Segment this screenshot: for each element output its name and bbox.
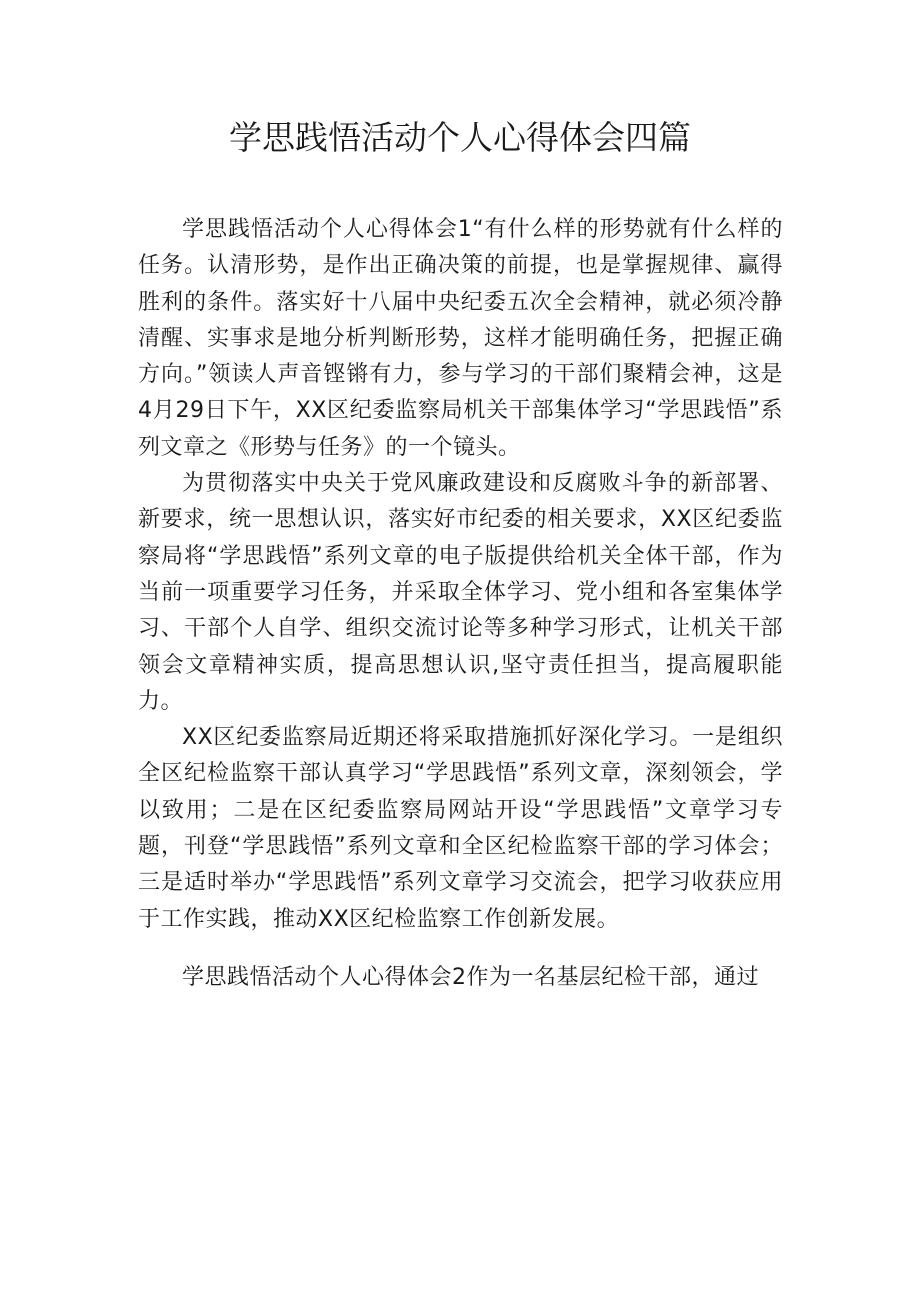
paragraph-2: 为贯彻落实中央关于党风廉政建设和反腐败斗争的新部署、新要求，统一思想认识，落实好市纪委的相关要求，XX区纪委监察局将“学思践悟”系列文章的电子版提供给机关全体干部，作为当前一项重要学习任务，并采取全体学习、党小组和各室集体学习、干部个人自学、组织交流讨论等多种学习形式，让机关干部领会文章精神实质，提高思想认识,坚守责任担当，提高履职能力。 (138, 471, 783, 714)
paragraph-3: XX区纪委监察局近期还将采取措施抓好深化学习。一是组织全区纪检监察干部认真学习“学思践悟”系列文章，深刻领会，学以致用；二是在区纪委监察局网站开设“学思践悟”文章学习专题，刊登“学思践悟”系列文章和全区纪检监察干部的学习体会；三是适时举办“学思践悟”系列文章学习交流会，把学习收获应用于工作实践，推动XX区纪检监察工作创新发展。 (138, 725, 784, 932)
paragraph-4: 学思践悟活动个人心得体会2作为一名基层纪检干部，通过 (182, 964, 759, 990)
paragraph-1: 学思践悟活动个人心得体会1“有什么样的形势就有什么样的任务。认清形势，是作出正确决策的前提，也是掌握规律、赢得胜利的条件。落实好十八届中央纪委五次全会精神，就必须冷静清醒、实事求是地分析判断形势，这样才能明确任务，把握正确方向。”领读人声音铿锵有力，参与学习的干部们聚精会神，这是4月29日下午，XX区纪委监察局机关干部集体学习“学思践悟”系列文章之《形势与任务》的一个镜头。 (138, 217, 783, 460)
document-title: 学思践悟活动个人心得体会四篇 (229, 118, 691, 157)
document-body (138, 212, 783, 996)
